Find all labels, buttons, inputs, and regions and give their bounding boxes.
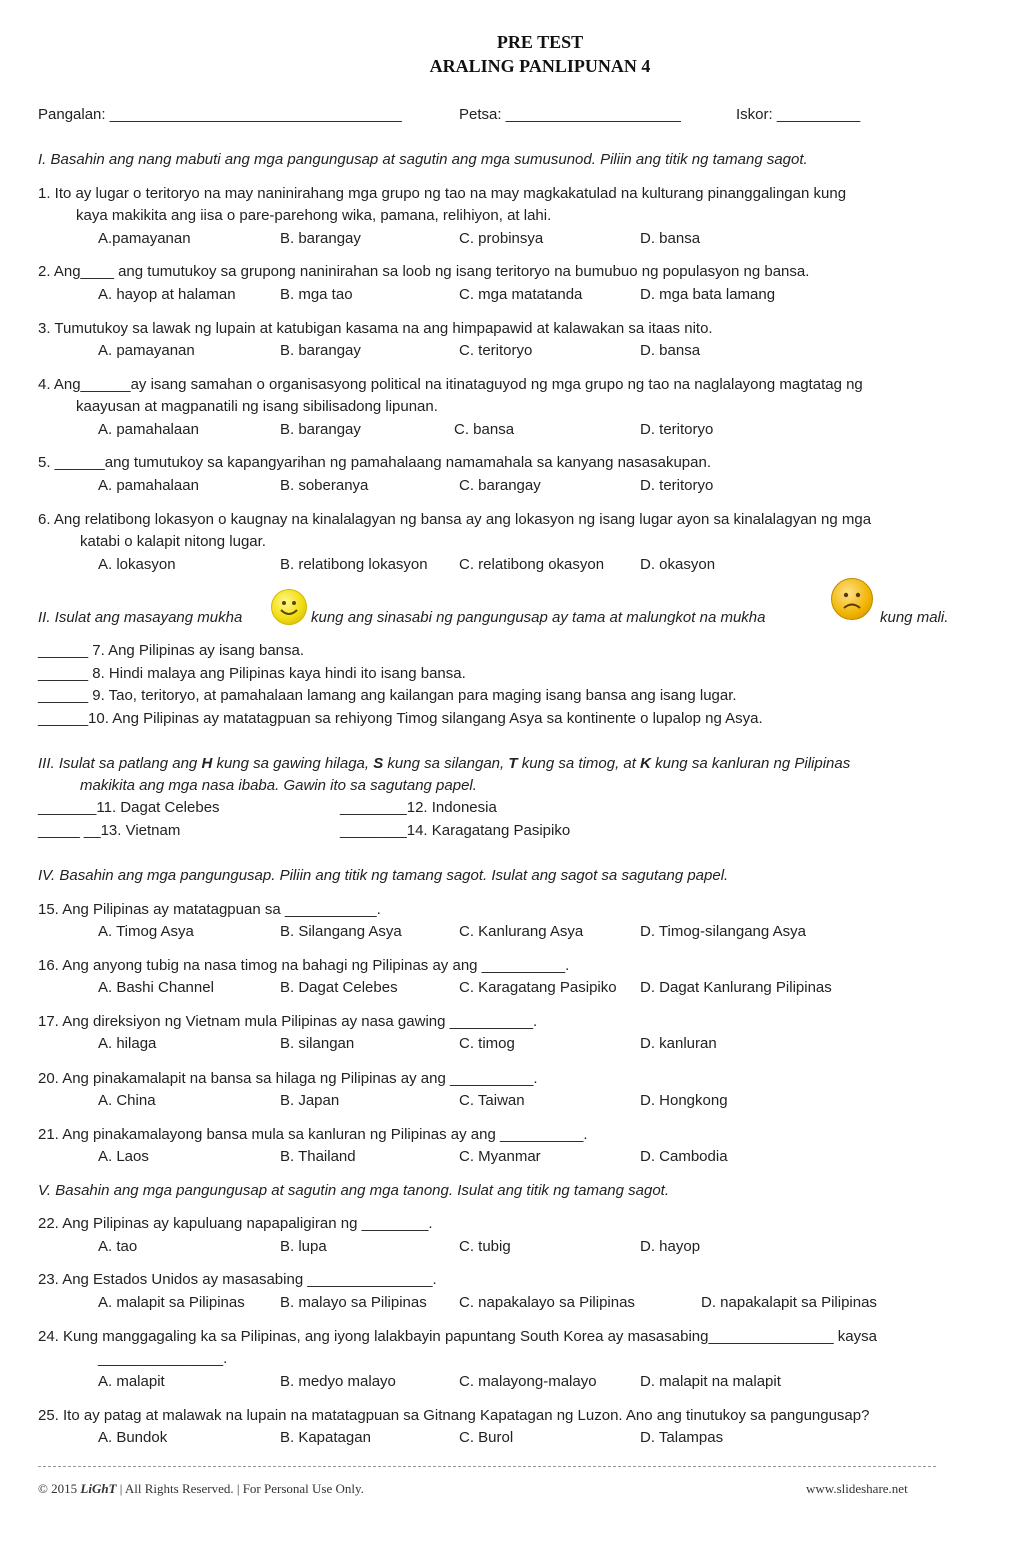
- option-b: B. lupa: [280, 1238, 327, 1255]
- option-a: A. Laos: [98, 1148, 149, 1165]
- option-d: D. teritoryo: [640, 421, 714, 438]
- option-b: B. relatibong lokasyon: [280, 556, 428, 573]
- question-21: 21. Ang pinakamalayong bansa mula sa kanluran ng Pilipinas ay ang __________.: [38, 1126, 588, 1143]
- page-title: PRE TEST: [496, 32, 584, 52]
- question-4: 4. Ang______ay isang samahan o organisasyong political na itinataguyod ng mga grupo ng tao na naglalayong magtatag ng: [38, 376, 863, 393]
- question-7: ______ 7. Ang Pilipinas ay isang bansa.: [38, 642, 305, 659]
- option-a: A. Bundok: [98, 1429, 168, 1446]
- question-13: _____ __13. Vietnam: [38, 822, 181, 839]
- question-15: 15. Ang Pilipinas ay matatagpuan sa ___________.: [38, 901, 381, 918]
- option-c: C. bansa: [454, 421, 515, 438]
- question-23: 23. Ang Estados Unidos ay masasabing _______________.: [38, 1271, 437, 1288]
- question-12: ________12. Indonesia: [340, 799, 497, 816]
- option-c: C. Kanlurang Asya: [459, 923, 584, 940]
- question-8: ______ 8. Hindi malaya ang Pilipinas kaya hindi ito isang bansa.: [38, 665, 466, 682]
- option-c: C. timog: [459, 1035, 515, 1052]
- option-d: D. okasyon: [640, 556, 716, 573]
- option-b: B. mga tao: [280, 286, 353, 303]
- option-a: A. Timog Asya: [98, 923, 194, 940]
- option-d: D. mga bata lamang: [640, 286, 776, 303]
- instr-part: III. Isulat sa patlang ang: [38, 755, 202, 772]
- option-c: C. Myanmar: [459, 1148, 541, 1165]
- question-10: ______10. Ang Pilipinas ay matatagpuan sa rehiyong Timog silangang Asya sa kontinente o lupalop ng Asya.: [38, 710, 763, 727]
- question-1: 1. Ito ay lugar o teritoryo na may naninirahang mga grupo ng tao na may magkakatulad na kulturang pinanggalingan kung: [38, 185, 847, 202]
- option-d: D. Cambodia: [640, 1148, 728, 1165]
- instr-part: kung sa kanluran ng Pilipinas: [650, 755, 851, 772]
- section5-instruction: V. Basahin ang mga pangungusap at sagutin ang mga tanong. Isulat ang titik ng tamang sagot.: [38, 1182, 669, 1199]
- option-d: D. Timog-silangang Asya: [640, 923, 806, 940]
- question-6: 6. Ang relatibong lokasyon o kaugnay na kinalalagyan ng bansa ay ang lokasyon ng isang lugar ayon sa kinalalagyan ng mga: [38, 511, 872, 528]
- option-b: B. Kapatagan: [280, 1429, 371, 1446]
- smiley-face-icon: [271, 589, 307, 625]
- sad-face-icon: [831, 578, 873, 620]
- option-a: A.pamayanan: [98, 230, 191, 247]
- footer-copyright: [38, 1481, 364, 1497]
- option-b: B. barangay: [280, 342, 361, 359]
- option-c: C. napakalayo sa Pilipinas: [459, 1294, 635, 1311]
- option-d: D. Talampas: [640, 1429, 724, 1446]
- rights-text: | All Rights Reserved. | For Personal Use Only.: [116, 1481, 364, 1496]
- section2-instruction-c: kung mali.: [880, 609, 949, 626]
- key-t: T: [508, 755, 518, 772]
- footer-url: www.slideshare.net: [806, 1481, 908, 1496]
- question-24-cont: _______________.: [98, 1350, 228, 1367]
- date-field: Petsa: _____________________: [459, 106, 681, 123]
- section2-instruction-a: II. Isulat ang masayang mukha: [38, 609, 243, 626]
- option-c: C. Karagatang Pasipiko: [459, 979, 617, 996]
- option-c: C. malayong-malayo: [459, 1373, 597, 1390]
- question-24: 24. Kung manggagaling ka sa Pilipinas, ang iyong lalakbayin papuntang South Korea ay masasabing_______________ kaysa: [38, 1328, 877, 1345]
- option-b: B. soberanya: [280, 477, 369, 494]
- option-b: B. silangan: [280, 1035, 355, 1052]
- key-s: S: [373, 755, 384, 772]
- option-d: D. malapit na malapit: [640, 1373, 781, 1390]
- option-a: A. China: [98, 1092, 156, 1109]
- option-b: B. Thailand: [280, 1148, 356, 1165]
- option-a: A. hayop at halaman: [98, 286, 236, 303]
- option-a: A. lokasyon: [98, 556, 176, 573]
- question-14: ________14. Karagatang Pasipiko: [340, 822, 571, 839]
- option-c: C. barangay: [459, 477, 541, 494]
- question-25: 25. Ito ay patag at malawak na lupain na matatagpuan sa Gitnang Kapatagan ng Luzon. Ano ang tinutukoy sa pangungusap?: [38, 1407, 870, 1424]
- question-9: ______ 9. Tao, teritoryo, at pamahalaan lamang ang kailangan para maging isang bansa ang isang lugar.: [38, 687, 737, 704]
- brand-name: LiGhT: [80, 1481, 117, 1496]
- option-d: D. Hongkong: [640, 1092, 728, 1109]
- option-c: C. tubig: [459, 1238, 511, 1255]
- key-h: H: [201, 755, 213, 772]
- option-a: A. pamahalaan: [98, 421, 199, 438]
- option-b: B. barangay: [280, 230, 361, 247]
- option-d: D. bansa: [640, 342, 701, 359]
- footer-divider: [38, 1466, 936, 1467]
- option-b: B. Silangang Asya: [280, 923, 402, 940]
- copyright-text: © 2015: [38, 1481, 81, 1496]
- question-1-cont: kaya makikita ang iisa o pare-parehong wika, pamana, relihiyon, at lahi.: [76, 207, 552, 224]
- option-c: C. Taiwan: [459, 1092, 525, 1109]
- section3-instruction-cont: makikita ang mga nasa ibaba. Gawin ito sa sagutang papel.: [80, 777, 477, 794]
- option-c: C. Burol: [459, 1429, 514, 1446]
- question-20: 20. Ang pinakamalapit na bansa sa hilaga ng Pilipinas ay ang __________.: [38, 1070, 538, 1087]
- option-a: A. pamahalaan: [98, 477, 199, 494]
- question-5: 5. ______ang tumutukoy sa kapangyarihan ng pamahalaang namamahala sa kanyang nasasakupan.: [38, 454, 711, 471]
- question-6-cont: katabi o kalapit nitong lugar.: [80, 533, 266, 550]
- option-b: B. barangay: [280, 421, 361, 438]
- option-a: A. malapit sa Pilipinas: [98, 1294, 245, 1311]
- option-a: A. malapit: [98, 1373, 165, 1390]
- score-field: Iskor: __________: [736, 106, 861, 123]
- instr-part: kung sa timog, at: [517, 755, 641, 772]
- option-d: D. teritoryo: [640, 477, 714, 494]
- instr-part: kung sa silangan,: [383, 755, 509, 772]
- option-b: B. medyo malayo: [280, 1373, 396, 1390]
- option-a: A. pamayanan: [98, 342, 195, 359]
- key-k: K: [640, 755, 651, 772]
- question-17: 17. Ang direksiyon ng Vietnam mula Pilipinas ay nasa gawing __________.: [38, 1013, 538, 1030]
- option-a: A. hilaga: [98, 1035, 157, 1052]
- option-d: D. kanluran: [640, 1035, 717, 1052]
- option-a: A. Bashi Channel: [98, 979, 214, 996]
- option-d: D. hayop: [640, 1238, 701, 1255]
- section3-instruction: [38, 754, 850, 774]
- question-3: 3. Tumutukoy sa lawak ng lupain at katubigan kasama na ang himpapawid at kalawakan sa itaas nito.: [38, 320, 713, 337]
- question-22: 22. Ang Pilipinas ay kapuluang napapaligiran ng ________.: [38, 1215, 433, 1232]
- question-16: 16. Ang anyong tubig na nasa timog na bahagi ng Pilipinas ay ang __________.: [38, 957, 570, 974]
- option-a: A. tao: [98, 1238, 138, 1255]
- question-11: _______11. Dagat Celebes: [38, 799, 220, 816]
- section2-instruction-b: kung ang sinasabi ng pangungusap ay tama at malungkot na mukha: [311, 609, 766, 626]
- name-field: Pangalan: ___________________________________: [38, 106, 402, 123]
- option-c: C. relatibong okasyon: [459, 556, 605, 573]
- instr-part: kung sa gawing hilaga,: [212, 755, 374, 772]
- option-b: B. malayo sa Pilipinas: [280, 1294, 427, 1311]
- option-b: B. Japan: [280, 1092, 340, 1109]
- option-c: C. teritoryo: [459, 342, 533, 359]
- option-d: D. bansa: [640, 230, 701, 247]
- page-subtitle: ARALING PANLIPUNAN 4: [429, 56, 651, 76]
- section1-instruction: I. Basahin ang nang mabuti ang mga pangungusap at sagutin ang mga sumusunod. Piliin ang titik ng tamang sagot.: [38, 151, 808, 168]
- option-c: C. mga matatanda: [459, 286, 583, 303]
- question-4-cont: kaayusan at magpanatili ng isang sibilisadong lipunan.: [76, 398, 438, 415]
- section4-instruction: IV. Basahin ang mga pangungusap. Piliin ang titik ng tamang sagot. Isulat ang sagot sa sagutang papel.: [38, 867, 729, 884]
- option-d: D. napakalapit sa Pilipinas: [701, 1294, 877, 1311]
- question-2: 2. Ang____ ang tumutukoy sa grupong naninirahan sa loob ng isang teritoryo na bumubuo ng populasyon ng bansa.: [38, 263, 810, 280]
- option-c: C. probinsya: [459, 230, 544, 247]
- option-b: B. Dagat Celebes: [280, 979, 398, 996]
- option-d: D. Dagat Kanlurang Pilipinas: [640, 979, 832, 996]
